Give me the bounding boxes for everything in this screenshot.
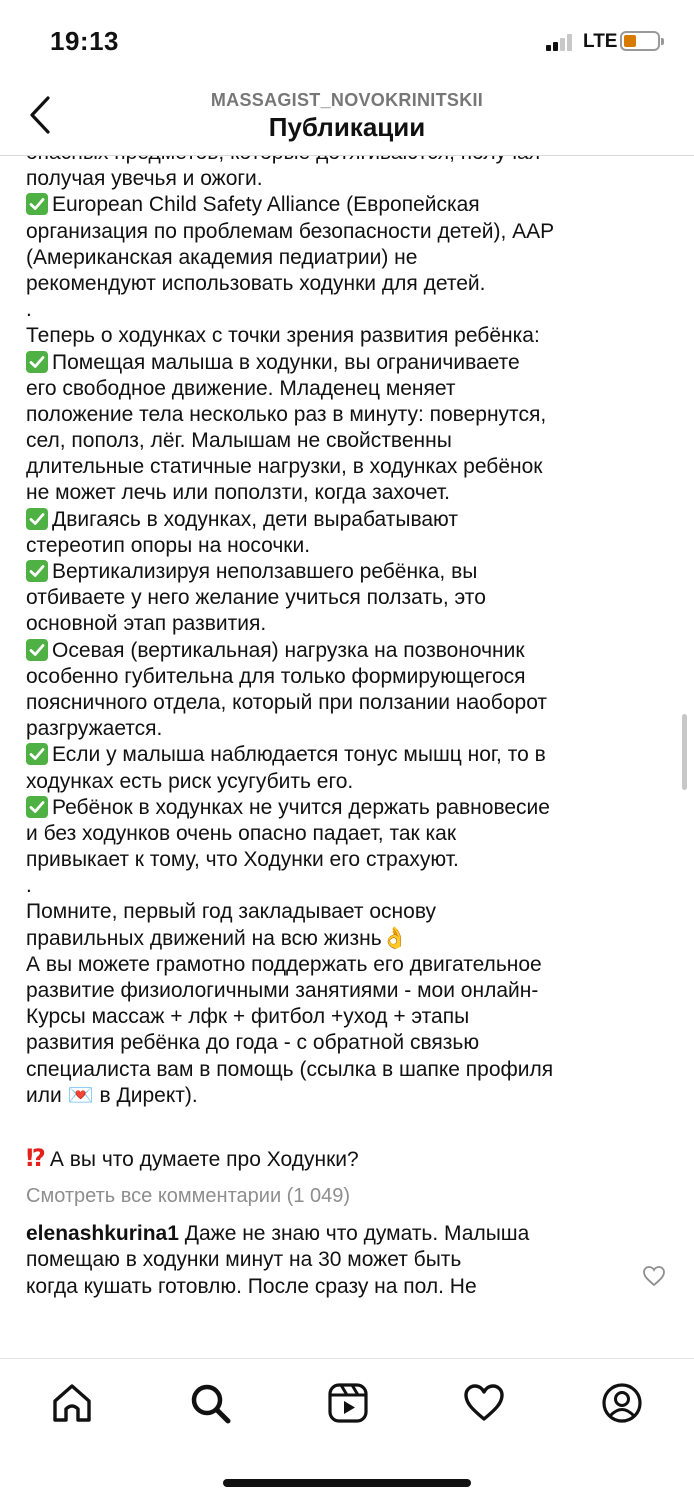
nav-profile-button[interactable] xyxy=(600,1381,644,1425)
comment-text: когда кушать готовлю. После сразу на пол. Не xyxy=(26,1274,477,1298)
caption-text: разгружается. xyxy=(26,717,163,741)
caption-text: особенно губительна для только формирующегося xyxy=(26,664,526,688)
caption-line xyxy=(26,192,672,218)
caption-text: отбиваете у него желание учиться ползать, это xyxy=(26,586,486,610)
caption-line xyxy=(26,1057,672,1083)
caption-text: Осевая (вертикальная) нагрузка на позвоночник xyxy=(52,638,525,662)
caption-text: Помните, первый год закладывает основу xyxy=(26,900,437,924)
caption-text: специалиста вам в помощь (ссылка в шапке профиля xyxy=(26,1057,554,1081)
caption-line xyxy=(26,664,672,690)
caption-text: (Американская академия педиатрии) не xyxy=(26,245,418,269)
status-time: 19:13 xyxy=(50,26,119,56)
comment-text: помещаю в ходунки минут на 30 может быть xyxy=(26,1248,462,1272)
caption-text: организация по проблемам безопасности детей), AAP xyxy=(26,219,555,243)
caption-text: Двигаясь в ходунках, дети вырабатывают xyxy=(52,507,458,531)
caption-line xyxy=(26,821,672,847)
check-mark-button-icon xyxy=(26,508,48,530)
scrollbar[interactable] xyxy=(682,714,687,790)
check-mark-button-icon xyxy=(26,560,48,582)
caption-line xyxy=(26,585,672,611)
caption-text: и без ходунков очень опасно падает, так как xyxy=(26,821,457,845)
caption-line xyxy=(26,690,672,716)
caption-line xyxy=(26,245,672,271)
reels-icon xyxy=(326,1381,370,1425)
caption-text: ходунках есть риск усугубить его. xyxy=(26,769,354,793)
caption-text: рекомендуют использовать ходунки для детей. xyxy=(26,271,486,295)
home-indicator xyxy=(223,1479,471,1487)
question-text: А вы что думаете про Ходунки? xyxy=(49,1148,359,1172)
caption-question xyxy=(26,1143,672,1175)
status-bar xyxy=(0,0,694,82)
header-username[interactable]: MASSAGIST_NOVOKRINITSKII xyxy=(210,90,484,110)
caption-text: European Child Safety Alliance (Европейская xyxy=(52,193,480,217)
caption-line xyxy=(26,1083,672,1109)
check-mark-button-icon xyxy=(26,639,48,661)
caption-text: Помещая малыша в ходунки, вы ограничиваете xyxy=(52,350,520,374)
caption-line xyxy=(26,899,672,925)
comment-like-button[interactable] xyxy=(642,1265,666,1287)
nav-home-button[interactable] xyxy=(50,1381,94,1425)
check-mark-button-icon xyxy=(26,351,48,373)
nav-reels-button[interactable] xyxy=(326,1381,370,1425)
caption-line xyxy=(26,402,672,428)
header xyxy=(0,82,694,156)
caption-line xyxy=(26,166,672,192)
caption-text: . xyxy=(26,298,32,322)
caption-line xyxy=(26,716,672,742)
caption-line xyxy=(26,847,672,873)
caption-line xyxy=(26,559,672,585)
caption-line xyxy=(26,978,672,1004)
search-icon xyxy=(188,1381,232,1425)
check-mark-button-icon xyxy=(26,796,48,818)
caption-text: длительные статичные нагрузки, в ходунках ребёнок xyxy=(26,455,543,479)
caption-text: основной этап развития. xyxy=(26,612,267,636)
signal-strength-icon xyxy=(546,33,578,51)
caption-text: развития ребёнка до года - с обратной связью xyxy=(26,1031,480,1055)
comment-username[interactable]: elenashkurina1 xyxy=(26,1222,179,1246)
caption-line xyxy=(26,219,672,245)
check-mark-button-icon xyxy=(26,743,48,765)
nav-search-button[interactable] xyxy=(188,1381,232,1425)
caption-line xyxy=(26,533,672,559)
caption-text: развитие физиологичными занятиями - мои онлайн- xyxy=(26,979,539,1002)
caption-text: сел, пополз, лёг. Малышам не свойственны xyxy=(26,429,452,453)
caption-line xyxy=(26,376,672,402)
caption-text: правильных движений на всю жизнь👌 xyxy=(26,926,408,950)
caption-line xyxy=(26,1030,672,1056)
caption-line xyxy=(26,454,672,480)
post-caption xyxy=(26,140,672,1358)
profile-icon xyxy=(600,1381,644,1425)
caption-text: привыкает к тому, что Ходунки его страхуют. xyxy=(26,848,459,872)
check-mark-button-icon xyxy=(26,193,48,215)
caption-line xyxy=(26,611,672,637)
caption-line xyxy=(26,638,672,664)
caption-line xyxy=(26,271,672,297)
caption-text: А вы можете грамотно поддержать его двигательное xyxy=(26,952,542,976)
exclamation-question-mark-icon: ⁉ xyxy=(26,1145,46,1173)
caption-line xyxy=(26,480,672,506)
caption-text: получая увечья и ожоги. xyxy=(26,167,263,191)
caption-text: его свободное движение. Младенец меняет xyxy=(26,376,456,400)
caption-line xyxy=(26,873,672,899)
page-title: Публикации xyxy=(268,112,426,142)
caption-line xyxy=(26,742,672,768)
caption-line xyxy=(26,323,672,349)
home-icon xyxy=(50,1381,94,1425)
network-type: LTE xyxy=(583,31,618,52)
caption-text: или 💌 в Директ). xyxy=(26,1083,198,1107)
caption-line xyxy=(26,428,672,454)
caption-text: Ребёнок в ходунках не учится держать равновесие xyxy=(52,795,550,819)
caption-line xyxy=(26,795,672,821)
caption-text: поясничного отдела, который при ползании наоборот xyxy=(26,690,548,714)
comment-text: Даже не знаю что думать. Малыша xyxy=(178,1222,530,1246)
caption-line xyxy=(26,1004,672,1030)
nav-activity-button[interactable] xyxy=(462,1381,506,1425)
view-all-comments-link[interactable]: Смотреть все комментарии (1 049) xyxy=(26,1185,351,1208)
caption-line xyxy=(26,926,672,952)
caption-text: Вертикализируя неползавшего ребёнка, вы xyxy=(52,560,478,583)
caption-text: не может лечь или поползти, когда захочет. xyxy=(26,481,450,505)
caption-line xyxy=(26,507,672,533)
caption-line xyxy=(26,297,672,323)
caption-text: Теперь о ходунках с точки зрения развития ребёнка: xyxy=(26,324,540,348)
comment xyxy=(26,1221,646,1300)
caption-text: Курсы массаж + лфк + фитбол +уход + этапы xyxy=(26,1005,470,1029)
heart-icon xyxy=(642,1265,666,1287)
heart-icon xyxy=(462,1381,506,1425)
caption-line xyxy=(26,350,672,376)
caption-text: стереотип опоры на носочки. xyxy=(26,533,311,557)
caption-text: положение тела несколько раз в минуту: повернутся, xyxy=(26,402,547,426)
caption-line xyxy=(26,952,672,978)
header-divider xyxy=(0,155,694,156)
caption-text: Если у малыша наблюдается тонус мышц ног, то в xyxy=(52,743,546,767)
battery-icon xyxy=(620,31,660,51)
caption-text: . xyxy=(26,874,32,898)
caption-line xyxy=(26,769,672,795)
